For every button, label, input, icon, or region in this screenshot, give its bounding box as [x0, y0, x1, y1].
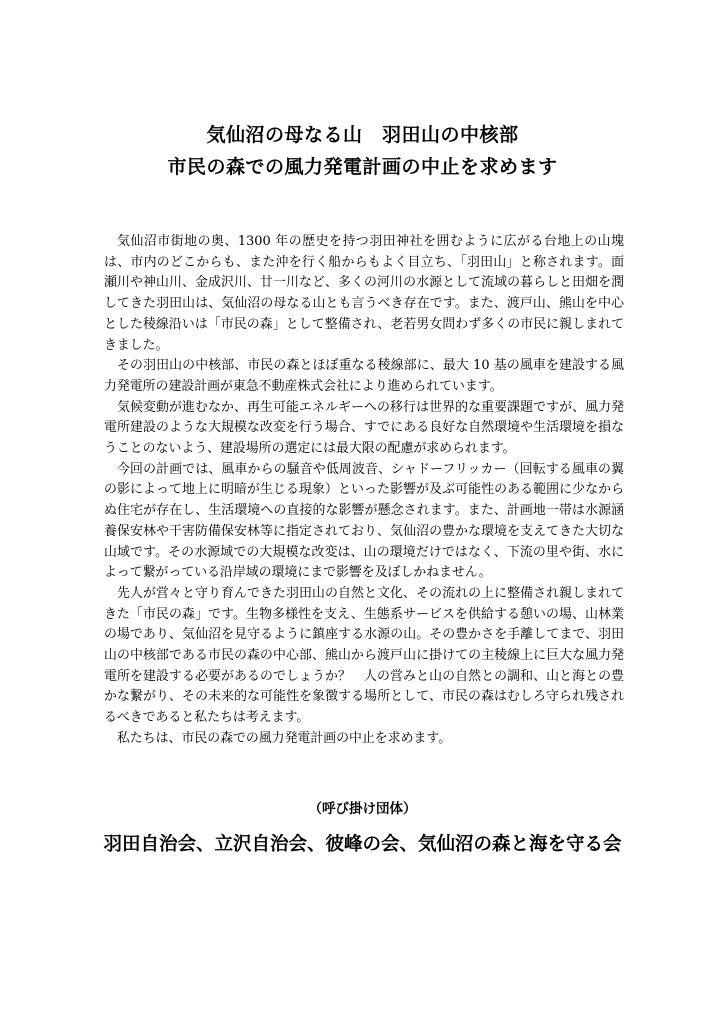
title-line-2: 市民の森での風力発電計画の中止を求めます [167, 156, 558, 178]
body-paragraph: 気候変動が進むなか、再生可能エネルギーへの移行は世界的な重要課題ですが、風力発電所建設のような大規模な改変を行う場合、すでにある良好な自然環境や生活環境を損なうことのないよう、建設場所の選定には最大限の配慮が求められます。 [104, 399, 624, 457]
body-paragraph: 私たちは、市民の森での風力発電計画の中止を求めます。 [117, 730, 452, 746]
organizer-names: 羽田自治会、立沢自治会、彼峰の会、気仙沼の森と海を守る会 [103, 834, 622, 855]
title-line-1: 気仙沼の母なる山 羽田山の中核部 [206, 124, 519, 146]
document-title [0, 119, 725, 183]
body-paragraph: 今回の計画では、風車からの騒音や低周波音、シャドーフリッカー（回転する風車の翼の影によって地上に明暗が生じる現象）といった影響が及ぶ可能性のある範囲に少なからぬ住宅が存在し、生活環境への直接的な影響が懸念されます。また、計画地一帯は水源涵養保安林や干害防備保安林等に指定されており、気仙沼の豊かな環境を支えてきた大切な山域です。その水源域での大規模な改変は、山の環境だけではなく、下流の里や街、水によって繋がっている沿岸域の環境にまで影響を及ぼしかねません。 [104, 461, 624, 581]
organizer-label: （呼び掛け団体） [308, 801, 417, 817]
organizer-section [0, 799, 725, 859]
body-paragraph: 先人が営々と守り育んできた羽田山の自然と文化、その流れの上に整備され親しまれてきた「市民の森」です。生物多様性を支え、生態系サービスを供給する憩いの場、山林業の場であり、気仙沼を見守るように鎮座する水源の山。その豊かさを手離してまで、羽田山の中核部である市民の森の中心部、熊山から渡戸山に掛けての主稜線上に巨大な風力発電所を建設する必要があるのでしょうか？ 人の営みと山の自然との調和、山と海との豊かな繋がり、その未来的な可能性を象徴する場所として、市民の森はむしろ守られ残されるべきであると私たちは考えます。 [104, 585, 624, 726]
body-paragraph: その羽田山の中核部、市民の森とほぼ重なる稜線部に、最大 10 基の風車を建設する風力発電所の建設計画が東急不動産株式会社により進められています。 [104, 358, 624, 394]
body-paragraph: 気仙沼市街地の奥、1300 年の歴史を持つ羽田神社を囲むように広がる台地上の山塊は、市内のどこからも、また沖を行く船からもよく目立ち、「羽田山」と称されます。面瀬川や神山川、金成沢川、廿一川など、多くの河川の水源として流域の暮らしと田畑を潤してきた羽田山は、気仙沼の母なる山とも言うべき存在です。また、渡戸山、熊山を中心とした稜線沿いは「市民の森」として整備され、老若男女問わず多くの市民に親しまれてきました。 [104, 234, 624, 353]
document-body [104, 232, 624, 750]
